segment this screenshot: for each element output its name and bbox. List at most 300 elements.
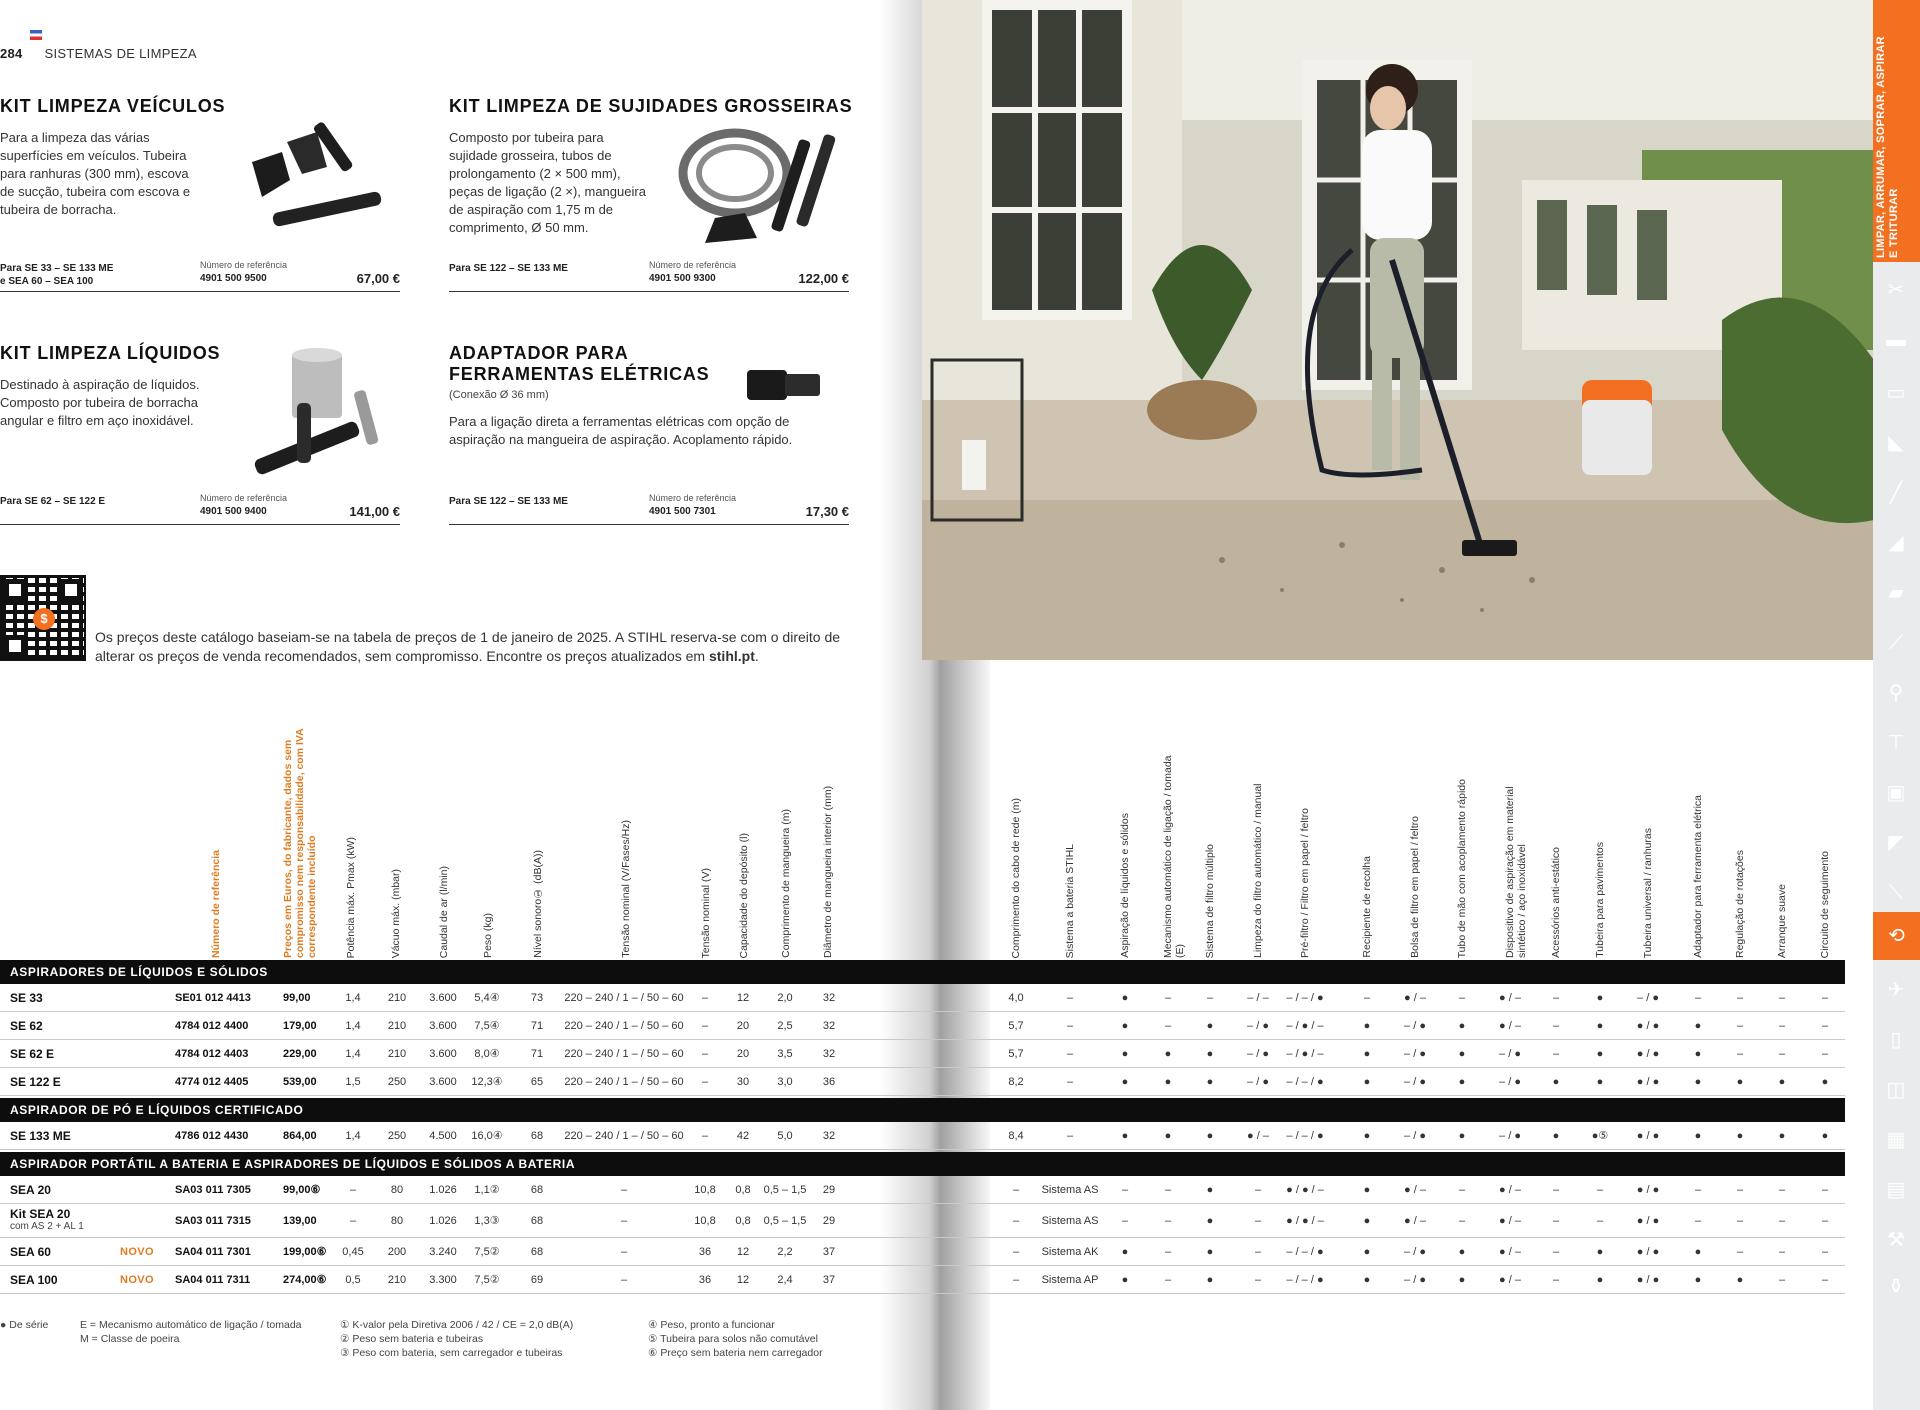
table-section-header: ASPIRADORES DE LÍQUIDOS E SÓLIDOS [0, 960, 1845, 984]
spec-cell: – [1363, 992, 1371, 1004]
model-price: 99,00⑥ [283, 1184, 321, 1196]
spec-cell: ● [1206, 1246, 1214, 1258]
pressure-washer-icon[interactable]: ✈ [1887, 979, 1905, 1001]
reference-label: Número de referência [200, 493, 288, 503]
model-name: SEA 100 [10, 1273, 58, 1287]
spec-cell: 200 [387, 1246, 407, 1258]
trolley-icon[interactable]: ◫ [1886, 1079, 1906, 1101]
spec-cell: – / – [1247, 992, 1269, 1004]
spec-cell: 5,7 [1008, 1020, 1024, 1032]
column-header: Sistema de filtro múltiplo [1204, 843, 1216, 958]
spec-cell: – / ● [1499, 1076, 1521, 1088]
spec-cell: 3.240 [429, 1246, 457, 1258]
spec-cell: 32 [822, 1048, 836, 1060]
spec-cell: – [620, 1184, 628, 1196]
spec-cell: ● [1164, 1130, 1172, 1142]
spec-cell: 2,4 [777, 1274, 793, 1286]
legend-col-4: ④ Peso, pronto a funcionar ⑤ Tubeira para solos não comutável ⑥ Preço sem bateria nem carregador [648, 1319, 823, 1359]
spec-cell: – / – / ● [1286, 992, 1324, 1004]
spec-cell: – [701, 1048, 709, 1060]
spec-cell: ● [1206, 1215, 1214, 1227]
spec-cell: – / ● [1247, 1020, 1269, 1032]
pole-pruner-icon[interactable]: ⟋ [1889, 632, 1903, 654]
spec-cell: ● [1458, 1076, 1466, 1088]
spec-cell: 220 – 240 / 1 – / 50 – 60 [564, 1076, 684, 1088]
column-header: Diâmetro de mangueira interior (mm) [822, 785, 834, 958]
spec-cell: – [1164, 1246, 1172, 1258]
spec-cell: – [620, 1274, 628, 1286]
spec-cell: ● / ● [1636, 1184, 1660, 1196]
compatible-models: Para SE 33 – SE 133 ME e SEA 60 – SEA 100 [0, 263, 114, 287]
spec-cell: ● [1778, 1076, 1786, 1088]
battery-icon[interactable]: ▯ [1890, 1029, 1902, 1051]
spec-cell: Sistema AS [1041, 1184, 1099, 1196]
spec-cell: – [1458, 1184, 1466, 1196]
model-price: 199,00⑥ [283, 1246, 327, 1258]
spec-cell: 65 [530, 1076, 544, 1088]
column-header: Sistema a bateria STIHL [1064, 843, 1076, 958]
spec-cell: – [1164, 1020, 1172, 1032]
drill-icon[interactable]: ⊤ [1887, 732, 1905, 754]
spec-cell: 37 [822, 1246, 836, 1258]
spec-cell: ● [1694, 1020, 1702, 1032]
spec-cell: – [1736, 1184, 1744, 1196]
model-name: Kit SEA 20 [10, 1207, 71, 1221]
column-header: Capacidade do depósito (l) [738, 832, 750, 958]
spec-cell: ● [1121, 992, 1129, 1004]
spec-cell: – [1821, 1215, 1829, 1227]
model-name: SE 62 [10, 1019, 43, 1033]
spec-cell: 20 [736, 1048, 750, 1060]
spec-cell: – [701, 992, 709, 1004]
reference-number: 4901 500 9300 [649, 273, 716, 284]
spec-cell: 1,4 [345, 1020, 361, 1032]
spec-cell: ● / ● [1636, 1076, 1660, 1088]
spec-cell: – [1012, 1184, 1020, 1196]
spec-cell: – / ● [1404, 1048, 1426, 1060]
spec-cell: ● / ● / – [1286, 1215, 1324, 1227]
spec-cell: 3.600 [429, 1076, 457, 1088]
spec-cell: 30 [736, 1076, 750, 1088]
spec-cell: ● / ● [1636, 1274, 1660, 1286]
spec-cell: ● [1694, 1130, 1702, 1142]
model-reference: 4784 012 4400 [175, 1020, 249, 1032]
spec-cell: ● [1596, 1048, 1604, 1060]
spec-cell: 68 [530, 1215, 544, 1227]
spec-cell: 29 [822, 1184, 836, 1196]
spec-cell: ● [1552, 1130, 1560, 1142]
spec-cell: – [1694, 1215, 1702, 1227]
model-price: 139,00 [283, 1215, 317, 1227]
spec-cell: 1.026 [429, 1184, 457, 1196]
spec-cell: – [1821, 1274, 1829, 1286]
spec-cell: 1,3③ [474, 1215, 500, 1227]
model-name: SEA 20 [10, 1183, 51, 1197]
spec-cell: ● [1363, 1130, 1371, 1142]
spec-cell: 32 [822, 1020, 836, 1032]
legend-col-1: ● De série [0, 1319, 49, 1331]
spec-cell: – [1066, 1130, 1074, 1142]
model-reference: SA03 011 7305 [175, 1184, 251, 1196]
model-price: 229,00 [283, 1048, 317, 1060]
model-name: SE 122 E [10, 1075, 61, 1089]
robot-mower-icon[interactable]: ▰ [1888, 582, 1904, 604]
spec-cell: 12 [736, 1274, 750, 1286]
spec-cell: 1,4 [345, 1048, 361, 1060]
spec-cell: – [701, 1076, 709, 1088]
spec-cell: 3.600 [429, 1020, 457, 1032]
spec-cell: ● [1694, 1246, 1702, 1258]
spec-cell: 1,1② [474, 1184, 500, 1196]
column-header: Bolsa de filtro em papel / feltro [1409, 816, 1421, 958]
reference-number: 4901 500 7301 [649, 506, 716, 517]
spec-cell: ● [1206, 1184, 1214, 1196]
spec-cell: – [1164, 1274, 1172, 1286]
spec-cell: 12 [736, 992, 750, 1004]
model-reference: SA03 011 7315 [175, 1215, 251, 1227]
spec-cell: 1,4 [345, 1130, 361, 1142]
spec-cell: 5,0 [777, 1130, 793, 1142]
model-reference: SA04 011 7311 [175, 1274, 251, 1286]
spec-cell: – [1552, 992, 1560, 1004]
hedge-trimmer-icon[interactable]: ▬ [1886, 329, 1906, 351]
column-header: Tensão nominal (V) [700, 867, 712, 958]
spec-cell: 1,4 [345, 992, 361, 1004]
spec-cell: – [349, 1215, 357, 1227]
column-header: Recipiente de recolha [1361, 856, 1373, 958]
product-title: KIT LIMPEZA DE SUJIDADES GROSSEIRAS [449, 96, 853, 116]
spec-cell: ● [1363, 1215, 1371, 1227]
column-header: Tubeira para pavimentos [1594, 842, 1606, 958]
spec-cell: 80 [390, 1215, 404, 1227]
tiller-icon[interactable]: ▣ [1886, 782, 1906, 804]
column-header: Acessórios anti-estático [1550, 847, 1562, 958]
price-note: Os preços deste catálogo baseiam-se na tabela de preços de 1 de janeiro de 2025. A STIHL reserva-se com o direito de alterar os preços de venda recomendados, sem compromisso. Encontre os preços atualizados em stihl.pt. [95, 629, 841, 664]
spec-cell: ● / – [1404, 992, 1426, 1004]
spec-cell: – [1778, 1274, 1786, 1286]
spec-cell: – [1066, 1048, 1074, 1060]
spec-cell: 220 – 240 / 1 – / 50 – 60 [564, 992, 684, 1004]
spec-cell: ● [1121, 1048, 1129, 1060]
column-header: Peso (kg) [482, 913, 494, 958]
spec-cell: 210 [387, 1048, 407, 1060]
spec-cell: – [1552, 1020, 1560, 1032]
oil-icon[interactable]: ⚱ [1887, 1276, 1905, 1298]
spec-cell: – / ● [1404, 1076, 1426, 1088]
column-header: Adaptador para ferramenta elétrica [1692, 795, 1704, 958]
spec-cell: 250 [387, 1076, 407, 1088]
spec-cell: ● [1363, 1184, 1371, 1196]
spec-cell: 10,8 [694, 1184, 716, 1196]
spec-cell: 8,0④ [474, 1048, 500, 1060]
spec-cell: 210 [387, 1020, 407, 1032]
product-price: 122,00 € [798, 271, 849, 286]
column-header: Comprimento do cabo de rede (m) [1010, 797, 1022, 958]
spec-cell: 12 [736, 1246, 750, 1258]
spec-cell: ● [1552, 1076, 1560, 1088]
reference-label: Número de referência [649, 260, 737, 270]
spec-cell: Sistema AP [1041, 1274, 1099, 1286]
model-price: 274,00⑥ [283, 1274, 327, 1286]
spec-cell: – [1694, 992, 1702, 1004]
model-reference: SA04 011 7301 [175, 1246, 251, 1258]
spec-cell: – / – / ● [1286, 1076, 1324, 1088]
spec-cell: – [1552, 1274, 1560, 1286]
spec-cell: 32 [822, 1130, 836, 1142]
spec-cell: – [1458, 1215, 1466, 1227]
spec-cell: ● [1694, 1274, 1702, 1286]
spec-cell: ● [1206, 1130, 1214, 1142]
column-header: Potência máx. Pmax (kW) [345, 836, 357, 958]
spec-cell: – [1012, 1246, 1020, 1258]
spec-cell: 5,4④ [474, 992, 500, 1004]
spec-cell: ● / – [1404, 1184, 1426, 1196]
spec-cell: 10,8 [694, 1215, 716, 1227]
spec-cell: ● / ● [1636, 1246, 1660, 1258]
spec-cell: – [1066, 1076, 1074, 1088]
spec-cell: – [620, 1246, 628, 1258]
model-reference: SE01 012 4413 [175, 992, 251, 1004]
spec-cell: 210 [387, 1274, 407, 1286]
spec-cell: 220 – 240 / 1 – / 50 – 60 [564, 1130, 684, 1142]
product-description: Para a ligação direta a ferramentas elétricas com opção de aspiração na mangueira de aspiração. Acoplamento rápido. [449, 414, 793, 447]
column-header: Tubeira universal / ranhuras [1642, 827, 1654, 958]
pruner-icon[interactable]: ⟍ [1889, 882, 1903, 904]
spec-cell: – [1552, 1048, 1560, 1060]
spec-cell: – [1254, 1215, 1262, 1227]
spec-cell: 4,0 [1008, 992, 1024, 1004]
spec-cell: ● [1596, 1274, 1604, 1286]
spec-cell: 220 – 240 / 1 – / 50 – 60 [564, 1048, 684, 1060]
spec-cell: – / ● / – [1286, 1020, 1324, 1032]
spec-cell: 3,0 [777, 1076, 793, 1088]
column-header: Aspiração de líquidos e sólidos [1119, 813, 1131, 958]
column-header: Preços em Euros, do fabricante, dados sem compromisso nem responsabilidade, com IVA correspondente incluído [282, 728, 318, 958]
spec-cell: – [1066, 992, 1074, 1004]
spec-cell: – / ● [1637, 992, 1659, 1004]
spec-cell: ● [1121, 1130, 1129, 1142]
spec-cell: ● [1821, 1076, 1829, 1088]
spec-cell: – [701, 1020, 709, 1032]
compatible-models: Para SE 122 – SE 133 ME [449, 496, 568, 507]
spec-cell: ● / – [1499, 1184, 1521, 1196]
spec-cell: ● [1596, 1020, 1604, 1032]
spec-cell: ● [1206, 1048, 1214, 1060]
spec-cell: ● [1206, 1020, 1214, 1032]
spec-cell: ● [1206, 1076, 1214, 1088]
spec-cell: – [1458, 992, 1466, 1004]
table-row [0, 984, 1845, 1012]
spec-cell: ● / – [1247, 1130, 1269, 1142]
spec-cell: ● / – [1404, 1215, 1426, 1227]
spec-cell: – / ● [1404, 1130, 1426, 1142]
spec-cell: 20 [736, 1020, 750, 1032]
product-title: KIT LIMPEZA LÍQUIDOS [0, 343, 221, 363]
spec-cell: 5,7 [1008, 1048, 1024, 1060]
mower-icon[interactable]: ◢ [1888, 532, 1904, 554]
spec-cell: 2,0 [777, 992, 793, 1004]
spec-cell: ● [1206, 1274, 1214, 1286]
spec-cell: ● [1363, 1048, 1371, 1060]
spec-cell: – / ● [1499, 1048, 1521, 1060]
spec-cell: ● [1694, 1048, 1702, 1060]
spec-cell: – / ● / – [1286, 1048, 1324, 1060]
reference-number: 4901 500 9400 [200, 506, 267, 517]
column-header: Número de referência [210, 850, 222, 958]
spec-cell: – [1164, 992, 1172, 1004]
new-badge: NOVO [120, 1246, 154, 1258]
reference-number: 4901 500 9500 [200, 273, 267, 284]
model-price: 99,00 [283, 992, 311, 1004]
toolbox-icon[interactable]: ▤ [1886, 1179, 1906, 1201]
model-reference: 4786 012 4430 [175, 1130, 249, 1142]
chapter-tab-label: LIMPAR, ARRUMAR, SOPRAR, ASPIRAR E TRITURAR [1875, 36, 1900, 258]
spec-cell: 36 [698, 1246, 712, 1258]
spec-cell: ● / – [1499, 1020, 1521, 1032]
blower-icon[interactable]: ◤ [1888, 832, 1904, 854]
spec-cell: ● [1121, 1246, 1129, 1258]
product-subtitle: (Conexão Ø 36 mm) [449, 389, 549, 401]
spec-cell: 2,5 [777, 1020, 793, 1032]
spec-cell: – [620, 1215, 628, 1227]
spec-cell: – [1254, 1246, 1262, 1258]
spec-cell: – [1736, 1020, 1744, 1032]
spec-cell: – / ● [1499, 1130, 1521, 1142]
shield-icon[interactable]: ▦ [1886, 1129, 1906, 1151]
vacuum-icon[interactable]: ⟲ [1873, 912, 1920, 960]
spec-cell: 7,5② [474, 1246, 500, 1258]
spec-cell: ● [1164, 1076, 1172, 1088]
product-description: Para a limpeza das várias superfícies em veículos. Tubeira para ranhuras (300 mm), escova de sucção, tubeira com escova e tubeira de borracha. [0, 130, 191, 217]
spec-cell: – [701, 1130, 709, 1142]
spec-cell: 3.600 [429, 1048, 457, 1060]
table-row [0, 1266, 1845, 1294]
spec-cell: – / ● [1404, 1020, 1426, 1032]
spec-cell: ● / ● [1636, 1130, 1660, 1142]
column-header: Mecanismo automático de ligação / tomada (E) [1162, 755, 1186, 958]
model-reference: 4774 012 4405 [175, 1076, 249, 1088]
reference-label: Número de referência [200, 260, 288, 270]
saw-icon[interactable]: ◣ [1888, 432, 1904, 454]
spec-cell: ● [1121, 1076, 1129, 1088]
spec-cell: ● [1458, 1048, 1466, 1060]
column-header: Limpeza do filtro automático / manual [1252, 783, 1264, 958]
table-row [0, 1204, 1845, 1238]
spec-cell: 3.300 [429, 1274, 457, 1286]
spec-cell: 68 [530, 1246, 544, 1258]
column-header: Vácuo máx. (mbar) [390, 868, 402, 958]
spec-cell: ● / ● [1636, 1215, 1660, 1227]
spec-cell: 1,5 [345, 1076, 361, 1088]
model-name: SEA 60 [10, 1245, 51, 1259]
spec-cell: ● / ● [1636, 1020, 1660, 1032]
spec-cell: – / ● [1247, 1076, 1269, 1088]
product-title: ADAPTADOR PARA FERRAMENTAS ELÉTRICAS [449, 343, 710, 384]
spec-cell: 7,5④ [474, 1020, 500, 1032]
model-price: 539,00 [283, 1076, 317, 1088]
scissors-icon[interactable]: ✂ [1887, 279, 1905, 301]
spec-cell: ● [1458, 1130, 1466, 1142]
spec-cell: – [1778, 1020, 1786, 1032]
spec-cell: – / – / ● [1286, 1130, 1324, 1142]
table-row [0, 1012, 1845, 1040]
spec-cell: – [1821, 1246, 1829, 1258]
spec-cell: – / – / ● [1286, 1274, 1324, 1286]
spec-cell: – [1778, 1215, 1786, 1227]
spec-cell: ● / – [1499, 1215, 1521, 1227]
spec-cell: – [1778, 1246, 1786, 1258]
spec-cell: 69 [530, 1274, 544, 1286]
column-header: Tensão nominal (V/Fases/Hz) [620, 820, 632, 958]
chainsaw-icon[interactable]: ▭ [1886, 382, 1906, 404]
column-header: Nível sonoro① (dB(A)) [532, 850, 544, 958]
model-price: 179,00 [283, 1020, 317, 1032]
reference-label: Número de referência [649, 493, 737, 503]
spec-cell: 16,0④ [471, 1130, 503, 1142]
spec-cell: – [1254, 1274, 1262, 1286]
spec-cell: 220 – 240 / 1 – / 50 – 60 [564, 1020, 684, 1032]
spec-cell: 71 [530, 1048, 544, 1060]
brushcutter-icon[interactable]: ╱ [1889, 482, 1903, 504]
spec-cell: 0,8 [735, 1215, 751, 1227]
spec-cell: – [1596, 1215, 1604, 1227]
wrench-icon[interactable]: ⚒ [1887, 1229, 1905, 1251]
spec-cell: ● [1736, 1076, 1744, 1088]
spec-cell: ● [1121, 1020, 1129, 1032]
spec-cell: 1.026 [429, 1215, 457, 1227]
spec-cell: 12,3④ [471, 1076, 503, 1088]
spec-cell: – [1206, 992, 1214, 1004]
page-number: 284 [0, 46, 23, 61]
table-section-header: ASPIRADOR DE PÓ E LÍQUIDOS CERTIFICADO [0, 1098, 1845, 1122]
column-header: Caudal de ar (l/min) [438, 865, 450, 958]
column-header: Comprimento de mangueira (m) [780, 809, 792, 958]
model-subtitle: com AS 2 + AL 1 [10, 1221, 84, 1232]
spec-cell: – [1012, 1215, 1020, 1227]
spec-cell: – [1164, 1215, 1172, 1227]
spec-cell: – / – / ● [1286, 1246, 1324, 1258]
spec-cell: 29 [822, 1215, 836, 1227]
spec-cell: – [1778, 1048, 1786, 1060]
chapter-tab-active[interactable] [1873, 0, 1920, 262]
column-header: Arranque suave [1776, 883, 1788, 958]
euro-badge-icon: $ [33, 608, 55, 630]
spec-cell: ● / – [1499, 1246, 1521, 1258]
spec-cell: ● [1821, 1130, 1829, 1142]
spec-cell: 250 [387, 1130, 407, 1142]
spec-cell: ● [1121, 1274, 1129, 1286]
column-header: Regulação de rotações [1734, 850, 1746, 958]
new-badge: NOVO [120, 1274, 154, 1286]
table-section-header: ASPIRADOR PORTÁTIL A BATERIA E ASPIRADORES DE LÍQUIDOS E SÓLIDOS A BATERIA [0, 1152, 1845, 1176]
spec-cell: 8,4 [1008, 1130, 1024, 1142]
spec-cell: Sistema AK [1041, 1246, 1099, 1258]
stihl-link[interactable]: stihl.pt [708, 648, 755, 664]
spec-cell: – [1121, 1215, 1129, 1227]
spec-cell: 32 [822, 992, 836, 1004]
sprayer-icon[interactable]: ⚲ [1888, 682, 1904, 704]
spec-cell: ● [1694, 1076, 1702, 1088]
section-title: SISTEMAS DE LIMPEZA [44, 46, 197, 61]
spec-cell: ● / ● / – [1286, 1184, 1324, 1196]
column-header: Pré-filtro / Filtro em papel / feltro [1299, 808, 1311, 958]
table-row [0, 1068, 1845, 1096]
compatible-models: Para SE 62 – SE 122 E [0, 496, 106, 507]
chapter-sidebar [1873, 0, 1920, 1410]
spec-cell: ● [1363, 1246, 1371, 1258]
product-description: Destinado à aspiração de líquidos. Composto por tubeira de borracha angular e filtro em aço inoxidável. [0, 377, 200, 428]
spec-cell: ● [1736, 1130, 1744, 1142]
